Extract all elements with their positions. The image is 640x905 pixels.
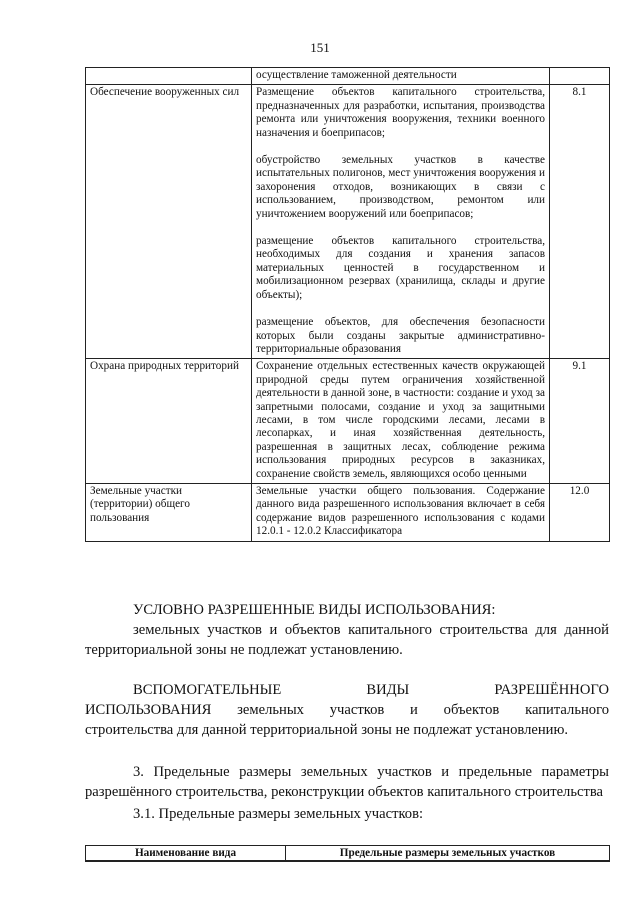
auxiliary-uses-line: ИСПОЛЬЗОВАНИЯ земельных участков и объектов капитального	[85, 702, 609, 718]
permitted-uses-table	[85, 67, 610, 542]
table-header-row	[86, 846, 610, 862]
use-description-paragraph: осуществление таможенной деятельности	[256, 69, 457, 81]
table-row	[86, 359, 610, 484]
auxiliary-uses-section	[85, 680, 609, 740]
use-description-paragraph: размещение объектов капитального строительства, необходимых для создания и хранения запасов материальных ценностей в государственном и мобилизационном резервах (хранилища, склады и другие объекты);	[256, 235, 545, 301]
section-3-1-heading: 3.1. Предельные размеры земельных участков:	[133, 806, 424, 822]
use-description-cell	[252, 483, 550, 541]
use-description-paragraph: Сохранение отдельных естественных качеств окружающей природной среды путем ограничения хозяйственной деятельности в данной зоне, в частности: создание и уход за запретными полосами, создание и уход за защитными лесами, в том числе городскими лесами, лесами в лесопарках, и иная хозяйственная деятельность, разрешенная в защитных лесах, соблюдение режима использования природных ресурсов в заказниках, сохранение свойств земель, являющихся особо ценными	[256, 360, 545, 480]
use-description-cell	[252, 68, 550, 85]
use-description-cell	[252, 359, 550, 484]
section-3	[85, 762, 609, 824]
use-code-cell: 9.1	[550, 359, 610, 484]
section-3-text: 3. Предельные размеры земельных участков и предельные параметры разрешённого строительства, реконструкции объектов капитального строительства	[85, 764, 609, 800]
conditional-uses-text: земельных участков и объектов капитального строительства для данной территориальной зоны не подлежат установлению.	[85, 622, 609, 658]
use-name-cell: Охрана природных территорий	[86, 359, 252, 484]
plot-size-limits-table	[85, 845, 610, 862]
use-code-cell: 8.1	[550, 85, 610, 359]
use-name-cell: Обеспечение вооруженных сил	[86, 85, 252, 359]
use-description-cell	[252, 85, 550, 359]
table-row	[86, 68, 610, 85]
use-description-paragraph: обустройство земельных участков в качестве испытательных полигонов, мест уничтожения вооружения и захоронения отходов, возникающих в связи с использованием, производством, ремонтом или уничтожением вооружений или боеприпасов;	[256, 154, 545, 220]
use-name-cell: Земельные участки (территории) общего пользования	[86, 483, 252, 541]
table-row	[86, 85, 610, 359]
use-description-paragraph: Размещение объектов капитального строительства, предназначенных для разработки, испытания, производства ремонта или уничтожения вооружения, техники военного назначения и боеприпасов;	[256, 86, 545, 139]
conditional-uses-heading: УСЛОВНО РАЗРЕШЕННЫЕ ВИДЫ ИСПОЛЬЗОВАНИЯ:	[133, 602, 496, 618]
use-code-cell: 12.0	[550, 483, 610, 541]
auxiliary-uses-line: ВСПОМОГАТЕЛЬНЫЕ ВИДЫ РАЗРЕШЁННОГО	[133, 682, 609, 698]
use-description-paragraph: размещение объектов, для обеспечения безопасности которых были созданы закрытые административно-территориальные образования	[256, 316, 545, 355]
page-number: 151	[310, 40, 330, 55]
auxiliary-uses-line: строительства для данной территориальной зоны не подлежат установлению.	[85, 722, 569, 738]
table-row	[86, 483, 610, 541]
conditional-uses-section	[85, 600, 609, 660]
column-header: Предельные размеры земельных участков	[286, 846, 610, 862]
use-code-cell	[550, 68, 610, 85]
use-name-cell	[86, 68, 252, 85]
use-description-paragraph: Земельные участки общего пользования. Содержание данного вида разрешенного использования включает в себя содержание видов разрешенного использования с кодами 12.0.1 - 12.0.2 Классификатора	[256, 484, 545, 538]
column-header: Наименование вида	[86, 846, 286, 862]
